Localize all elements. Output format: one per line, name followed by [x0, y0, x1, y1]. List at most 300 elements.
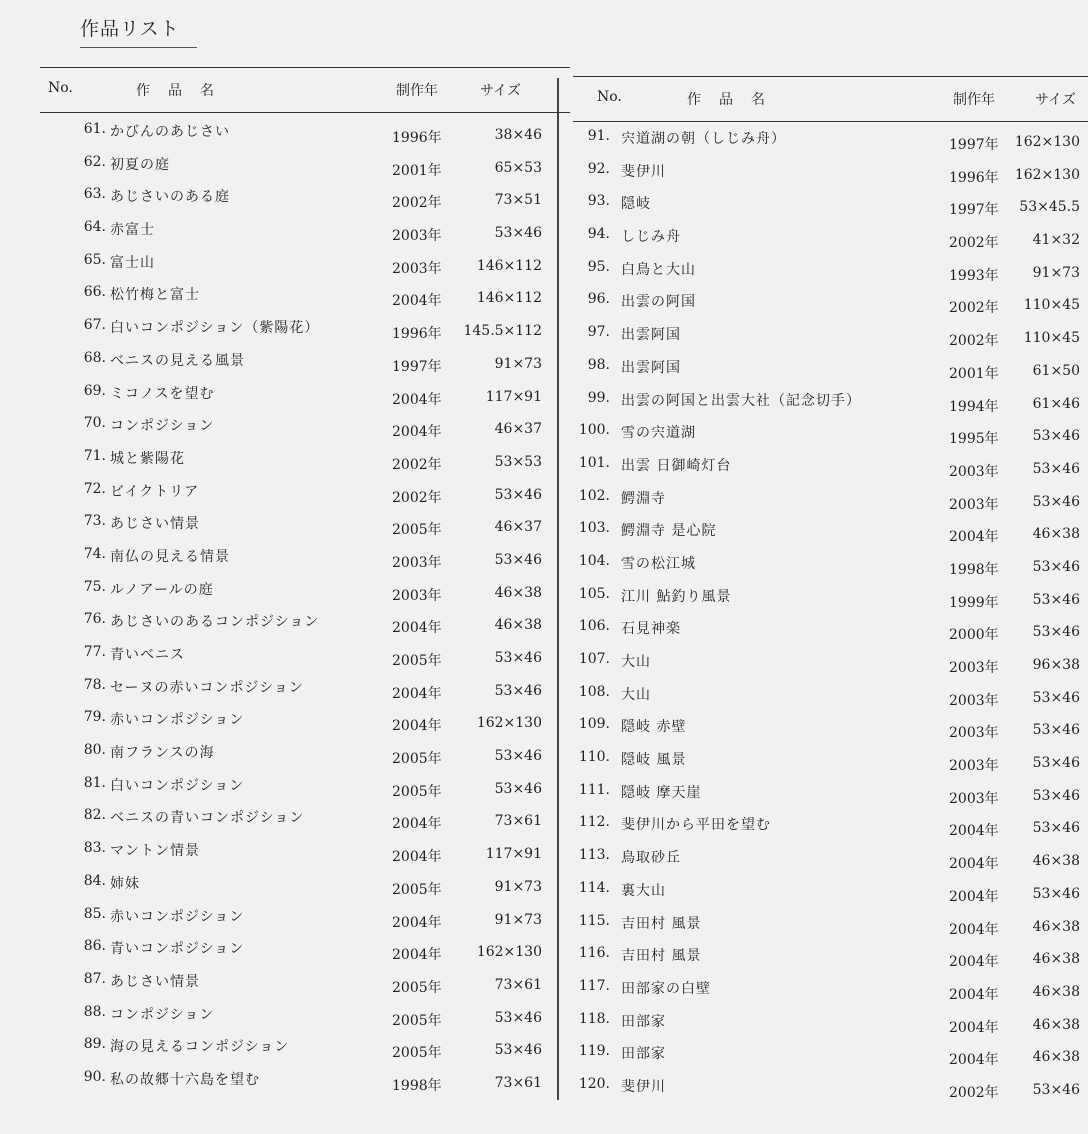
list-item — [40, 184, 570, 217]
item-size: 162×130 — [476, 715, 542, 732]
header-title: 作 品 名 — [136, 83, 216, 99]
item-size: 46×38 — [1032, 853, 1080, 870]
item-year: 1994年 — [949, 398, 999, 415]
item-title: 出雲阿国 — [621, 359, 681, 376]
item-title: コンポジション — [110, 1006, 215, 1023]
item-number: 96. — [587, 291, 610, 308]
item-year: 1997年 — [949, 137, 999, 153]
list-item — [40, 1034, 570, 1067]
item-year: 2002年 — [949, 300, 999, 317]
item-year: 2004年 — [392, 293, 442, 310]
list-item — [573, 878, 1088, 911]
item-title: 吉田村 風景 — [621, 948, 702, 965]
item-title: 隠岐 風景 — [621, 752, 687, 769]
item-number: 68. — [83, 349, 106, 366]
item-year: 1996年 — [392, 130, 442, 146]
list-item — [40, 969, 570, 1002]
item-size: 53×46 — [1032, 820, 1080, 837]
item-year: 2002年 — [392, 456, 442, 473]
list-item — [40, 479, 570, 512]
list-item — [40, 936, 570, 969]
item-number: 92. — [587, 160, 610, 177]
list-item — [573, 289, 1088, 322]
item-number: 120. — [578, 1075, 610, 1092]
item-title: 初夏の庭 — [110, 156, 170, 173]
item-number: 109. — [578, 716, 610, 733]
item-title: 城と紫陽花 — [110, 450, 185, 467]
item-title: 出雲の阿国 — [621, 294, 696, 311]
item-year: 2004年 — [392, 914, 442, 931]
item-title: 出雲阿国 — [621, 327, 681, 344]
item-size: 53×46 — [494, 748, 542, 765]
item-title: 赤いコンポジション — [110, 908, 245, 925]
item-year: 2002年 — [392, 195, 442, 212]
item-year: 2005年 — [392, 881, 442, 898]
item-title: 大山 — [621, 686, 651, 703]
item-size: 46×38 — [1032, 1016, 1080, 1033]
item-number: 93. — [587, 193, 610, 210]
item-year: 2003年 — [392, 587, 442, 604]
item-size: 73×51 — [494, 192, 542, 209]
list-item — [40, 1002, 570, 1035]
item-title: 赤富士 — [110, 222, 155, 239]
item-size: 41×32 — [1032, 232, 1080, 249]
item-number: 75. — [83, 578, 106, 595]
item-title: あじさい情景 — [110, 973, 200, 990]
item-number: 77. — [83, 644, 106, 660]
item-number: 67. — [83, 317, 106, 334]
item-year: 2004年 — [949, 986, 999, 1003]
item-year: 2004年 — [392, 620, 442, 637]
item-title: あじさいのある庭 — [110, 189, 230, 206]
item-size: 110×45 — [1023, 297, 1080, 314]
item-number: 101. — [578, 454, 610, 471]
item-size: 53×46 — [494, 551, 542, 568]
item-title: 南フランスの海 — [110, 745, 215, 762]
item-size: 53×46 — [1032, 493, 1080, 510]
item-title: 鰐淵寺 — [621, 490, 666, 507]
item-number: 104. — [578, 552, 610, 569]
item-size: 53×46 — [1032, 689, 1080, 706]
item-number: 62. — [83, 153, 106, 170]
item-number: 65. — [83, 251, 106, 268]
item-size: 53×46 — [1032, 460, 1080, 477]
item-title: 白いコンポジション — [110, 777, 245, 794]
item-title: 赤いコンポジション — [110, 712, 245, 729]
item-number: 106. — [578, 618, 610, 635]
list-item — [573, 780, 1088, 813]
item-year: 2002年 — [392, 489, 442, 506]
item-title: 隠岐 赤壁 — [621, 719, 687, 736]
item-year: 2004年 — [949, 529, 999, 546]
item-year: 2003年 — [949, 463, 999, 480]
list-item — [573, 1074, 1088, 1107]
header-size: サイズ — [480, 83, 521, 99]
item-year: 2003年 — [949, 496, 999, 513]
item-title: 松竹梅と富士 — [110, 287, 200, 304]
item-size: 162×130 — [1014, 134, 1080, 150]
item-size: 117×91 — [485, 388, 542, 405]
list-item — [573, 355, 1088, 388]
item-year: 2004年 — [949, 823, 999, 840]
item-size: 146×112 — [476, 290, 542, 307]
item-year: 2001年 — [392, 162, 442, 179]
list-item — [573, 1009, 1088, 1042]
list-item — [40, 348, 570, 381]
list-rows — [40, 119, 570, 1100]
item-title: 青いベニス — [110, 647, 185, 663]
item-title: ルノアールの庭 — [110, 581, 214, 598]
list-item — [40, 577, 570, 610]
item-size: 53×46 — [1032, 591, 1080, 608]
item-year: 2004年 — [392, 849, 442, 866]
item-title: あじさいのあるコンポジション — [110, 614, 320, 631]
item-size: 46×38 — [494, 617, 542, 634]
list-item — [573, 845, 1088, 878]
item-title: 鰐淵寺 是心院 — [621, 523, 717, 540]
item-title: 雪の松江城 — [621, 555, 696, 572]
item-year: 1995年 — [949, 431, 999, 448]
item-title: セーヌの赤いコンポジション — [110, 679, 304, 696]
item-title: 斐伊川 — [621, 1078, 666, 1095]
list-item — [40, 381, 570, 414]
item-number: 86. — [83, 938, 106, 955]
item-size: 46×37 — [494, 421, 542, 438]
item-size: 53×46 — [1032, 1081, 1080, 1098]
list-item — [573, 812, 1088, 845]
item-year: 2004年 — [392, 718, 442, 735]
item-size: 61×46 — [1032, 395, 1080, 412]
item-year: 2002年 — [949, 333, 999, 350]
header-year: 制作年 — [396, 83, 438, 99]
list-item — [573, 420, 1088, 453]
item-number: 82. — [83, 807, 106, 824]
item-number: 105. — [578, 585, 610, 602]
item-year: 2003年 — [949, 758, 999, 775]
list-item — [40, 740, 570, 773]
item-size: 38×46 — [494, 127, 542, 143]
works-list-right — [573, 67, 1088, 1107]
item-number: 84. — [83, 872, 106, 889]
item-title: 大山 — [621, 654, 651, 670]
item-year: 2004年 — [392, 947, 442, 964]
item-size: 53×46 — [1032, 755, 1080, 772]
list-item — [40, 871, 570, 904]
item-number: 61. — [83, 121, 106, 137]
item-title: 江川 鮎釣り風景 — [621, 588, 732, 605]
item-year: 2003年 — [949, 725, 999, 742]
item-year: 2005年 — [392, 751, 442, 768]
item-number: 74. — [83, 545, 106, 562]
item-size: 53×46 — [1032, 558, 1080, 575]
list-item — [573, 682, 1088, 715]
item-title: 海の見えるコンポジション — [110, 1039, 290, 1056]
item-title: ベニスの見える風景 — [110, 352, 245, 369]
item-title: 出雲 日御崎灯台 — [621, 457, 732, 474]
item-number: 115. — [578, 912, 610, 929]
item-number: 85. — [83, 905, 106, 922]
list-item — [40, 446, 570, 479]
item-size: 53×46 — [1032, 787, 1080, 804]
item-number: 72. — [83, 480, 106, 497]
list-item — [40, 609, 570, 642]
header-size: サイズ — [1035, 92, 1076, 108]
item-size: 146×112 — [476, 257, 542, 274]
item-year: 2004年 — [949, 888, 999, 905]
item-title: 富士山 — [110, 254, 155, 271]
list-item — [40, 282, 570, 315]
item-title: 隠岐 — [621, 196, 651, 213]
item-title: 姉妹 — [110, 875, 140, 892]
list-item — [573, 943, 1088, 976]
item-year: 2005年 — [392, 522, 442, 539]
list-item — [573, 191, 1088, 224]
item-year: 2004年 — [949, 1019, 999, 1036]
item-year: 2004年 — [392, 816, 442, 833]
item-year: 2005年 — [392, 783, 442, 800]
item-size: 73×61 — [494, 976, 542, 993]
list-item — [573, 976, 1088, 1009]
item-title: あじさい情景 — [110, 516, 200, 533]
item-year: 2004年 — [392, 424, 442, 441]
item-title: 隠岐 摩天崖 — [621, 784, 702, 801]
list-item — [40, 217, 570, 250]
header-no: No. — [48, 80, 73, 96]
list-item — [40, 773, 570, 806]
item-number: 91. — [587, 128, 610, 144]
item-number: 83. — [83, 840, 106, 857]
list-item — [573, 1041, 1088, 1074]
item-title: 私の故郷十六島を望む — [110, 1071, 260, 1088]
list-item — [573, 649, 1088, 682]
list-item — [40, 707, 570, 740]
item-size: 53×46 — [494, 780, 542, 797]
works-list-left — [40, 67, 570, 1100]
item-year: 1998年 — [392, 1077, 442, 1094]
item-number: 110. — [578, 749, 610, 766]
list-item — [573, 518, 1088, 551]
item-size: 73×61 — [494, 813, 542, 830]
item-number: 79. — [83, 709, 106, 726]
item-number: 78. — [83, 676, 106, 693]
item-title: 雪の宍道湖 — [621, 425, 696, 442]
list-item — [40, 544, 570, 577]
item-title: 南仏の見える情景 — [110, 548, 230, 565]
item-title: 出雲の阿国と出雲大社（記念切手） — [621, 392, 861, 409]
list-item — [40, 152, 570, 185]
item-title: しじみ舟 — [621, 229, 681, 246]
item-size: 162×130 — [476, 944, 542, 961]
list-item — [573, 257, 1088, 290]
item-number: 95. — [587, 258, 610, 275]
list-item — [573, 159, 1088, 192]
item-size: 91×73 — [1032, 264, 1080, 281]
item-number: 119. — [578, 1043, 610, 1060]
item-year: 1993年 — [949, 267, 999, 284]
item-number: 87. — [83, 970, 106, 987]
item-number: 116. — [578, 945, 610, 962]
item-year: 2003年 — [949, 790, 999, 807]
item-number: 88. — [83, 1003, 106, 1020]
list-item — [573, 322, 1088, 355]
list-item — [573, 388, 1088, 421]
item-title: ビイクトリア — [110, 483, 200, 500]
item-title: コンポジション — [110, 418, 215, 435]
item-year: 2003年 — [949, 692, 999, 709]
item-title: 宍道湖の朝（しじみ舟） — [621, 131, 786, 147]
item-number: 90. — [83, 1068, 106, 1085]
item-size: 53×46 — [494, 1009, 542, 1026]
item-year: 2005年 — [392, 653, 442, 669]
item-title: 田部家 — [621, 1013, 666, 1030]
list-item — [573, 486, 1088, 519]
item-number: 81. — [83, 774, 106, 791]
item-year: 2004年 — [392, 391, 442, 408]
item-size: 162×130 — [1014, 166, 1080, 183]
item-number: 63. — [83, 186, 106, 203]
item-year: 2003年 — [949, 660, 999, 676]
item-number: 100. — [578, 422, 610, 439]
item-year: 1996年 — [949, 169, 999, 186]
item-number: 114. — [578, 879, 610, 896]
item-title: 田部家の白壁 — [621, 980, 711, 997]
item-number: 113. — [578, 847, 610, 864]
item-year: 1999年 — [949, 594, 999, 611]
list-item — [573, 714, 1088, 747]
item-number: 108. — [578, 683, 610, 700]
list-item — [40, 315, 570, 348]
item-number: 99. — [587, 389, 610, 406]
item-year: 2002年 — [949, 1084, 999, 1101]
list-rows — [573, 126, 1088, 1107]
item-size: 91×73 — [494, 878, 542, 895]
item-size: 91×73 — [494, 355, 542, 372]
list-item — [40, 904, 570, 937]
list-item — [573, 224, 1088, 257]
item-number: 118. — [578, 1010, 610, 1027]
item-title: 鳥取砂丘 — [621, 850, 681, 867]
item-number: 102. — [578, 487, 610, 504]
item-size: 110×45 — [1023, 330, 1080, 347]
item-year: 2002年 — [949, 235, 999, 252]
item-year: 1997年 — [392, 358, 442, 375]
item-size: 53×46 — [494, 1042, 542, 1059]
item-number: 69. — [83, 382, 106, 399]
item-size: 46×38 — [1032, 526, 1080, 543]
item-number: 107. — [578, 651, 610, 667]
list-item — [573, 126, 1088, 159]
item-size: 53×46 — [494, 486, 542, 503]
item-title: 白いコンポジション（紫陽花） — [110, 320, 320, 337]
item-title: マントン情景 — [110, 843, 200, 860]
item-number: 66. — [83, 284, 106, 301]
item-title: 斐伊川から平田を望む — [621, 817, 771, 834]
item-size: 53×46 — [1032, 428, 1080, 445]
list-item — [573, 551, 1088, 584]
item-year: 2003年 — [392, 228, 442, 245]
item-size: 46×38 — [1032, 983, 1080, 1000]
list-item — [573, 453, 1088, 486]
item-title: 裏大山 — [621, 882, 666, 899]
list-item — [40, 675, 570, 708]
item-number: 70. — [83, 415, 106, 432]
item-number: 117. — [578, 977, 610, 994]
list-item — [40, 511, 570, 544]
item-number: 76. — [83, 611, 106, 628]
item-size: 145.5×112 — [463, 323, 542, 340]
header-no: No. — [597, 89, 622, 105]
item-size: 61×50 — [1032, 362, 1080, 379]
item-year: 1996年 — [392, 326, 442, 343]
item-number: 71. — [83, 447, 106, 464]
item-title: 白鳥と大山 — [621, 261, 696, 278]
list-item — [573, 747, 1088, 780]
item-year: 1998年 — [949, 561, 999, 578]
item-size: 46×38 — [1032, 918, 1080, 935]
list-item — [40, 838, 570, 871]
item-number: 111. — [578, 781, 610, 798]
item-size: 53×53 — [494, 453, 542, 470]
item-size: 53×46 — [1032, 722, 1080, 739]
item-number: 89. — [83, 1036, 106, 1053]
item-number: 112. — [578, 814, 610, 831]
list-item — [40, 413, 570, 446]
item-size: 46×38 — [1032, 1049, 1080, 1066]
list-item — [40, 642, 570, 675]
item-year: 2003年 — [392, 260, 442, 277]
page-title: 作品リスト — [80, 14, 197, 48]
item-year: 2003年 — [392, 554, 442, 571]
item-number: 103. — [578, 520, 610, 537]
list-item — [573, 911, 1088, 944]
item-year: 2004年 — [949, 954, 999, 971]
item-number: 80. — [83, 742, 106, 759]
item-year: 1997年 — [949, 202, 999, 219]
item-number: 73. — [83, 513, 106, 530]
item-size: 96×38 — [1032, 657, 1080, 673]
item-year: 2004年 — [949, 1052, 999, 1069]
item-size: 53×46 — [494, 682, 542, 699]
item-number: 97. — [587, 324, 610, 341]
item-number: 64. — [83, 219, 106, 236]
item-size: 53×46 — [1032, 624, 1080, 641]
item-title: ベニスの青いコンポジション — [110, 810, 305, 827]
item-year: 2005年 — [392, 1045, 442, 1062]
item-size: 117×91 — [485, 846, 542, 863]
item-size: 53×46 — [494, 225, 542, 242]
item-year: 2005年 — [392, 1012, 442, 1029]
item-title: かびんのあじさい — [110, 124, 230, 140]
item-size: 65×53 — [494, 159, 542, 176]
header-year: 制作年 — [953, 92, 995, 108]
item-year: 2004年 — [949, 921, 999, 938]
item-size: 53×46 — [1032, 885, 1080, 902]
item-title: 斐伊川 — [621, 163, 666, 180]
item-number: 98. — [587, 356, 610, 373]
item-size: 73×61 — [494, 1074, 542, 1091]
list-item — [40, 1067, 570, 1100]
item-size: 46×38 — [494, 584, 542, 601]
item-title: ミコノスを望む — [110, 385, 215, 402]
list-item — [40, 805, 570, 838]
list-item — [40, 250, 570, 283]
item-title: 吉田村 風景 — [621, 915, 702, 932]
header-title: 作 品 名 — [687, 92, 767, 108]
item-size: 53×46 — [494, 650, 542, 666]
list-item — [573, 584, 1088, 617]
item-number: 94. — [587, 226, 610, 243]
item-year: 2004年 — [949, 856, 999, 873]
